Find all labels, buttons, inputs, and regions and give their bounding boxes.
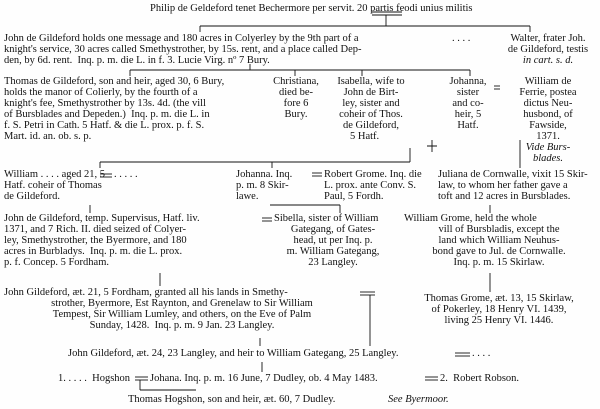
entry-line: John de Gildeford holds one message and 180 acres in Colyerley by the 9th part of a bbox=[4, 33, 359, 44]
entry-line: holds the manor of Colierly, by the fourth of a bbox=[4, 87, 198, 98]
entry-line: Fawside, bbox=[529, 120, 567, 131]
entry-line: acres in Burbladys. Inq. p. m. die L. prox. bbox=[4, 246, 183, 257]
see-reference: See Byermoor. bbox=[388, 394, 449, 405]
entry-line: 5 Hatf. bbox=[350, 131, 380, 142]
entry-line: Mart. id. an. ob. s. p. bbox=[4, 131, 92, 142]
entry-line: John de Gildeford, temp. Supervisus, Hatf. liv. bbox=[4, 213, 200, 224]
entry-line: de Gildeford. bbox=[4, 191, 60, 202]
entry-line: and co- bbox=[452, 98, 484, 109]
entry-line: dictus Neu- bbox=[523, 98, 573, 109]
root-person: Philip de Geldeford tenet Bechermore per servit. 20 partis feodi unius militis bbox=[150, 3, 473, 14]
entry-line: Thomas de Gildeford, son and heir, aged 30, 6 Bury, bbox=[4, 76, 225, 87]
entry-line: Hatf. coheir of Thomas bbox=[4, 180, 102, 191]
entry-tail: . . . . bbox=[472, 348, 491, 359]
entry-line: coheir of Thos. bbox=[339, 109, 403, 120]
entry-line: toft and 12 acres in Bursblades. bbox=[438, 191, 571, 202]
robert-robson-entry: 2. Robert Robson. bbox=[440, 373, 520, 384]
entry-line: William de bbox=[524, 76, 572, 87]
entry-line: Robert Grome. Inq. die bbox=[324, 169, 422, 180]
entry-tail: . . . . . bbox=[114, 169, 138, 180]
entry-line: of Bursblades and Depeden.) Inq. p. m. die L. in bbox=[4, 109, 210, 120]
entry-line: strother, Byermore, Est Raynton, and Grenelaw to Sir William bbox=[51, 298, 313, 309]
entry-line: Tempest, Sir William Lumley, and others, on the Eve of Palm bbox=[52, 309, 312, 320]
entry-tail: . . . . bbox=[452, 33, 471, 44]
entry-line: husbond, of bbox=[523, 109, 573, 120]
entry-line: m. William Gategang, bbox=[286, 246, 380, 257]
entry-line: heir, 5 bbox=[454, 109, 482, 120]
entry-line: William Grome, held the whole bbox=[404, 213, 537, 224]
entry-line: knight's fee, Smethystrother by 13s. 4d. (the vill bbox=[4, 98, 206, 109]
entry-line: head, ut per Inq. p. bbox=[293, 235, 373, 246]
hogshon-entry: 1. . . . . Hogshon bbox=[58, 373, 131, 384]
entry-line: p. f. Concep. 5 Fordham. bbox=[4, 257, 109, 268]
entry-line: den, by 6d. rent. Inq. p. m. die L. in f. 3. Lucie Virg. nº 7 Bury. bbox=[4, 55, 270, 66]
entry-line: of Pokerley, 18 Henry VI. 1439, bbox=[431, 304, 567, 315]
entry-line: 23 Langley. bbox=[308, 257, 358, 268]
john-gildeford-4: John Gildeford, æt. 24, 23 Langley, and heir to William Gategang, 25 Langley. bbox=[68, 348, 399, 359]
entry-line: Johanna, bbox=[449, 76, 487, 87]
entry-line: Bury. bbox=[284, 109, 308, 120]
entry-line: living 25 Henry VI. 1446. bbox=[444, 315, 554, 326]
entry-line: sister bbox=[456, 87, 480, 98]
entry-line: Walter, frater Joh. bbox=[510, 33, 586, 44]
entry-line: bond gave to Jul. de Cornwalle. bbox=[432, 246, 566, 257]
entry-line: p. m. 8 Skir- bbox=[236, 180, 289, 191]
johana-entry: Johana. Inq. p. m. 16 June, 7 Dudley, ob. 4 May 1483. bbox=[150, 373, 378, 384]
entry-line: Vide Burs- bbox=[525, 142, 571, 153]
entry-line: de Gildeford, bbox=[343, 120, 399, 131]
thomas-hogshon-entry: Thomas Hogshon, son and heir, æt. 60, 7 Dudley. bbox=[128, 394, 336, 405]
entry-line: Ferrie, postea bbox=[519, 87, 577, 98]
entry-line: L. prox. ante Conv. S. bbox=[324, 180, 417, 191]
entry-line: Paul, 5 Fordh. bbox=[324, 191, 384, 202]
entry-line: Sibella, sister of William bbox=[274, 213, 379, 224]
entry-line: Juliana de Cornwalle, vixit 15 Skir- bbox=[438, 169, 588, 180]
entry-line: knight's service, 30 acres called Smethystrother, by 15s. rent, and a place called Dep- bbox=[4, 44, 362, 55]
entry-line: 1371, and 7 Rich. II. died seized of Colyer- bbox=[4, 224, 187, 235]
entry-line: lawe. bbox=[236, 191, 259, 202]
entry-line: John Gildeford, æt. 21, 5 Fordham, granted all his lands in Smethy- bbox=[4, 287, 288, 298]
entry-line: Hatf. bbox=[457, 120, 479, 131]
entry-line: Isabella, wife to bbox=[337, 76, 405, 87]
entry-line: blades. bbox=[532, 153, 564, 164]
entry-line: Thomas Grome, æt. 13, 15 Skirlaw, bbox=[424, 293, 574, 304]
entry-line: John de Birt- bbox=[343, 87, 399, 98]
entry-line: vill of Bursbladis, except the bbox=[438, 224, 560, 235]
entry-line: William . . . . aged 21, 5 bbox=[4, 169, 106, 180]
entry-line: in cart. s. d. bbox=[522, 55, 574, 66]
entry-line: f. S. Petri in Cath. 5 Hatf. & die L. prox. p. f. S. bbox=[4, 120, 205, 131]
entry-line: Inq. p. m. 15 Skirlaw. bbox=[453, 257, 545, 268]
entry-line: ley, sister and bbox=[342, 98, 400, 109]
entry-line: 1371. bbox=[536, 131, 560, 142]
entry-line: de Gildeford, testis bbox=[507, 44, 589, 55]
entry-line: died be- bbox=[278, 87, 314, 98]
entry-line: land which William Neuhus- bbox=[438, 235, 560, 246]
entry-line: Sunday, 1428. Inq. p. m. 9 Jan. 23 Langley. bbox=[89, 320, 275, 331]
entry-line: Christiana, bbox=[273, 76, 319, 87]
entry-line: Johanna. Inq. bbox=[236, 169, 293, 180]
entry-line: law, to whom her father gave a bbox=[438, 180, 568, 191]
entry-line: fore 6 bbox=[283, 98, 309, 109]
entry-line: Gategang, of Gates- bbox=[290, 224, 376, 235]
entry-line: ley, Smethystrother, the Byermore, and 180 bbox=[4, 235, 187, 246]
